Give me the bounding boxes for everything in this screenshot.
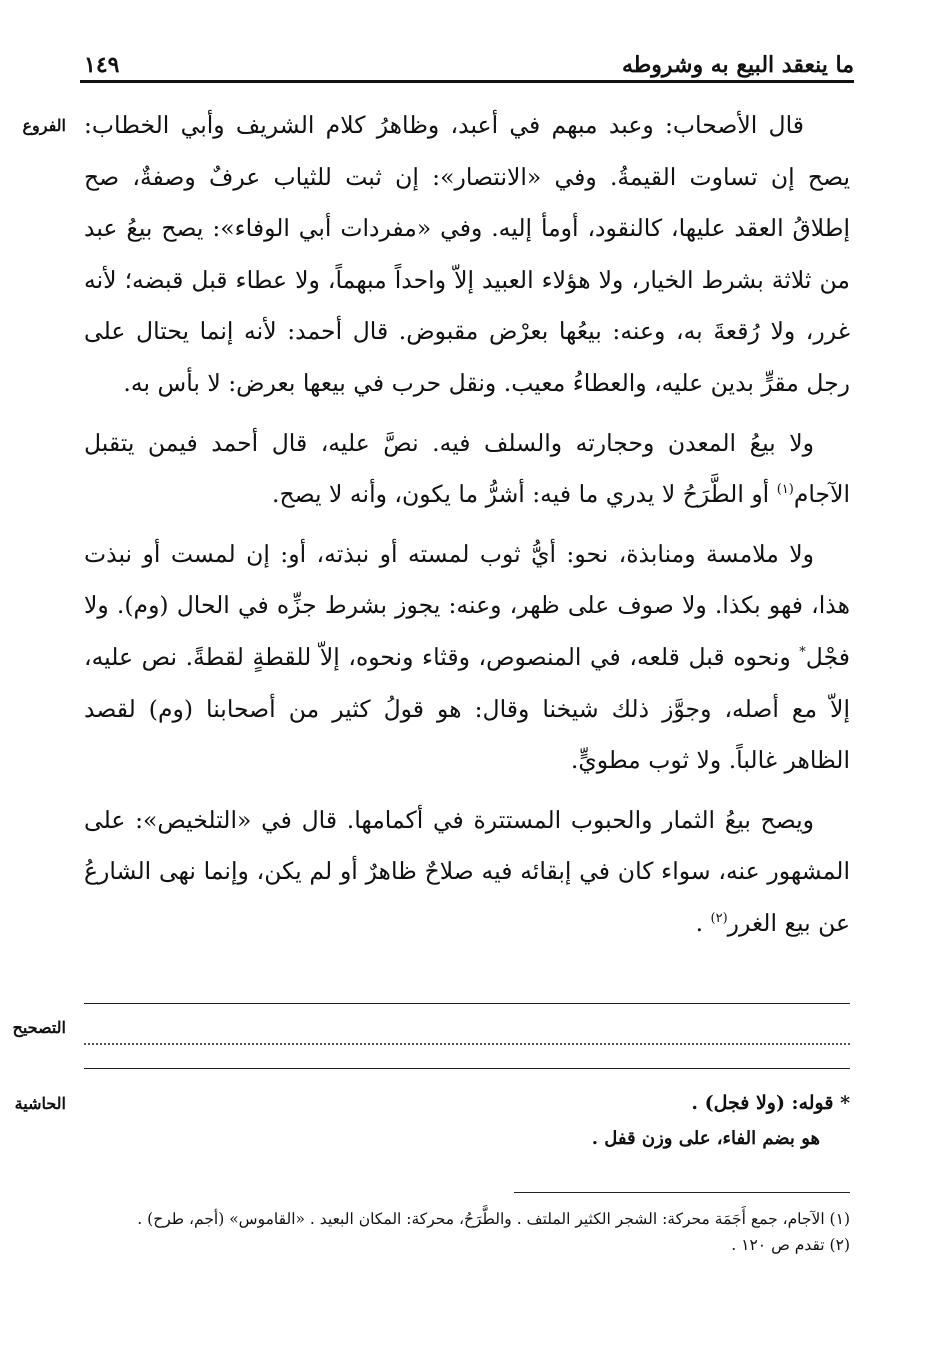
paragraph-3 xyxy=(84,529,850,787)
tashih-dotted-line xyxy=(84,1043,850,1045)
footnotes xyxy=(84,1206,850,1258)
paragraph-2-part-b: أو الطَّرَحُ لا يدري ما فيه: أشرُّ ما يكون، وأنه لا يصح. xyxy=(272,480,777,509)
margin-label-tashih: التصحيح xyxy=(12,1018,66,1037)
paragraph-2-part-a: ولا بيعُ المعدن وحجارته والسلف فيه. نصَّ عليه، قال أحمد فيمن يتقبل الآجام xyxy=(84,428,850,509)
paragraph-4-part-b: . xyxy=(695,908,711,937)
page-number: ١٤٩ xyxy=(84,52,120,78)
hashiya-body: هو بضم الفاء، على وزن قفل . xyxy=(591,1128,820,1149)
footnote-ref-1: (١) xyxy=(776,482,794,498)
margin-label-hashiya: الحاشية xyxy=(14,1094,66,1113)
main-text xyxy=(84,100,850,958)
footnote-1: (١) الآجام، جمع أَجَمَة محركة: الشجر الكثير الملتف . والطَّرَحُ، محركة: المكان البعيد . «القاموس» (أجم، طرح) . xyxy=(137,1210,850,1228)
paragraph-3-part-b: ونحوه قبل قلعه، في المنصوص، وقثاء ونحوه، إلاّ للقطةٍ لقطةً. نص عليه، إلاّ مع أصله، وجوَّز ذلك شيخنا وقال: هو قولُ كثير من أصحابنا (وم) لقصد الظاهر غالباً. ولا ثوب مطويٍّ. xyxy=(84,642,850,775)
footnote-rule xyxy=(514,1192,850,1193)
hashiya-marker: * xyxy=(799,645,806,661)
footnote-ref-2: (٢) xyxy=(710,911,728,927)
paragraph-4-part-a: ويصح بيعُ الثمار والحبوب المستترة في أكمامها. قال في «التلخيص»: على المشهور عنه، سواء كان في إبقائه فيه صلاحٌ ظاهرٌ أو لم يكن، وإنما نهى الشارعُ عن بيع الغرر xyxy=(84,805,850,937)
hashiya-section xyxy=(300,1092,850,1149)
paragraph-4 xyxy=(84,795,850,950)
margin-label-furu: الفروع xyxy=(22,116,66,135)
header-rule xyxy=(80,80,854,83)
running-header xyxy=(84,38,854,78)
paragraph-3-part-a: ولا ملامسة ومنابذة، نحو: أيُّ ثوب لمسته أو نبذته، أو: إن لمست أو نبذت هذا، فهو بكذا. ولا صوف على ظهر، وعنه: يجوز بشرط جزِّه في الحال (وم). ولا فجْل xyxy=(84,539,850,671)
paragraph-1: قال الأصحاب: وعبد مبهم في أعبد، وظاهرُ كلام الشريف وأبي الخطاب: يصح إن تساوت القيمةُ. وفي «الانتصار»: إن ثبت للثياب عرفٌ وصفةٌ، صح إطلاقُ العقد عليها، كالنقود، أومأ إليه. وفي «مفردات أبي الوفاء»: يصح بيعُ عبد من ثلاثة بشرط الخيار، ولا هؤلاء العبيد إلاّ واحداً مبهماً، ولا عطاء قبل قبضه؛ لأنه غرر، ولا رُقعةَ به، وعنه: بيعُها بعرْض مقبوض. قال أحمد: لأنه إنما يحتال على رجل مقرٍّ بدين عليه، والعطاءُ معيب. ونقل حرب في بيعها بعرض: لا بأس به. xyxy=(84,111,850,397)
paragraph-2 xyxy=(84,418,850,521)
section-divider-top xyxy=(84,1003,850,1004)
running-title: ما ينعقد البيع به وشروطه xyxy=(621,52,854,78)
section-divider-bottom xyxy=(84,1068,850,1069)
hashiya-heading: * قوله: (ولا فجل) . xyxy=(691,1092,850,1114)
footnote-2: (٢) تقدم ص ١٢٠ . xyxy=(731,1236,850,1254)
